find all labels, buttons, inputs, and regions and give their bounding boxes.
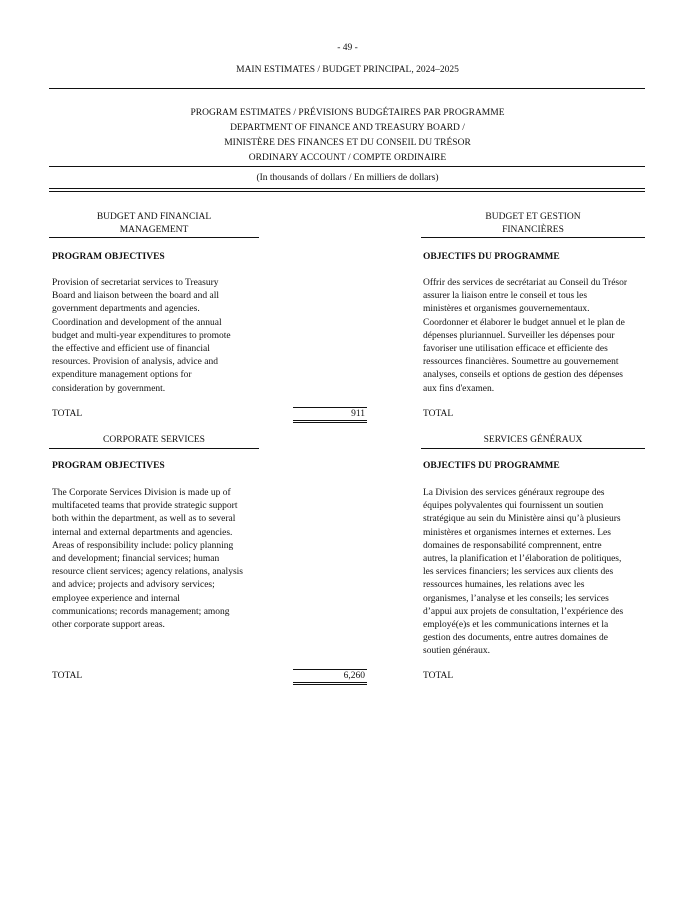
total-label-en: TOTAL [52,671,83,681]
program-objectives-text-fr: La Division des services généraux regroupe des équipes polyvalentes qui fournissent un soutien stratégique au sein du Ministère ainsi qu’à plusieurs ministères et organismes internes et externes. Les domaines de responsabilité comprennent, entre autres, la planification et l’élaboration de politiques, les services financiers; les services aux clients des ressources humaines, les relations avec les organismes, l’analyse et les conseils; les services d’appui aux projets de consultation, l’expérience des employé(e)s et les communications internes et la gestion des documents, entre autres domaines de soutien généraux. [423,488,624,657]
header-department-en: DEPARTMENT OF FINANCE AND TREASURY BOARD / [230,123,465,133]
section-title-en [49,434,259,449]
header-program-estimates: PROGRAM ESTIMATES / PRÉVISIONS BUDGÉTAIRES PAR PROGRAMME [190,108,505,118]
header-mid-rule [49,166,645,167]
total-label-fr: TOTAL [423,409,454,419]
total-amount: 911 [293,407,367,423]
header-department-fr: MINISTÈRE DES FINANCES ET DU CONSEIL DU TRÉSOR [224,138,471,148]
running-title: MAIN ESTIMATES / BUDGET PRINCIPAL, 2024–2025 [236,65,459,75]
section-title-fr-line2: FINANCIÈRES [502,224,564,235]
program-objectives-heading-en: PROGRAM OBJECTIVES [52,252,165,262]
section-title-en-line1: CORPORATE SERVICES [103,435,205,445]
header-account: ORDINARY ACCOUNT / COMPTE ORDINAIRE [248,153,447,163]
header-units: (In thousands of dollars / En milliers de dollars) [256,173,439,183]
header-double-rule [49,188,645,192]
program-objectives-text-en: Provision of secretariat services to Treasury Board and liaison between the board and all government departments and agencies. Coordination and development of the annual budget and multi-year expenditures to promote the effective and efficient use of financial resources. Provision of analysis, advice and expenditure management options for consideration by government. [52,278,231,394]
program-objectives-heading-en: PROGRAM OBJECTIVES [52,461,165,471]
section-title-fr [421,211,645,238]
section-title-fr-line1: SERVICES GÉNÉRAUX [483,435,583,445]
section-title-en-line2: MANAGEMENT [119,224,189,235]
program-objectives-heading-fr: OBJECTIFS DU PROGRAMME [423,461,560,471]
section-title-fr-line1: BUDGET ET GESTION [485,212,581,222]
section-title-en-line1: BUDGET AND FINANCIAL [96,212,212,222]
section-title-fr [421,434,645,449]
header-top-rule [49,88,645,89]
total-label-en: TOTAL [52,409,83,419]
page-number: - 49 - [337,43,358,53]
total-amount: 6,260 [293,669,367,685]
program-objectives-text-en: The Corporate Services Division is made up of multifaceted teams that provide strategic support both within the department, as well as to several internal and external departments and agencies. Areas of responsibility include: policy planning and development; financial services; human resource client services; agency relations, analysis and advice; projects and advisory services; employee experience and internal communications; records management; among other corporate support areas. [52,488,243,631]
program-objectives-heading-fr: OBJECTIFS DU PROGRAMME [423,252,560,262]
total-label-fr: TOTAL [423,671,454,681]
program-objectives-text-fr: Offrir des services de secrétariat au Conseil du Trésor assurer la liaison entre le conseil et tous les ministères et organismes gouvernementaux. Coordonner et élaborer le budget annuel et le plan de dépenses pluriannuel. Surveiller les dépenses pour favoriser une utilisation efficace et efficiente des ressources financières. Soumettre au gouvernement analyses, conseils et options de gestion des dépenses aux fins d'examen. [423,278,628,394]
section-title-en [49,211,259,238]
